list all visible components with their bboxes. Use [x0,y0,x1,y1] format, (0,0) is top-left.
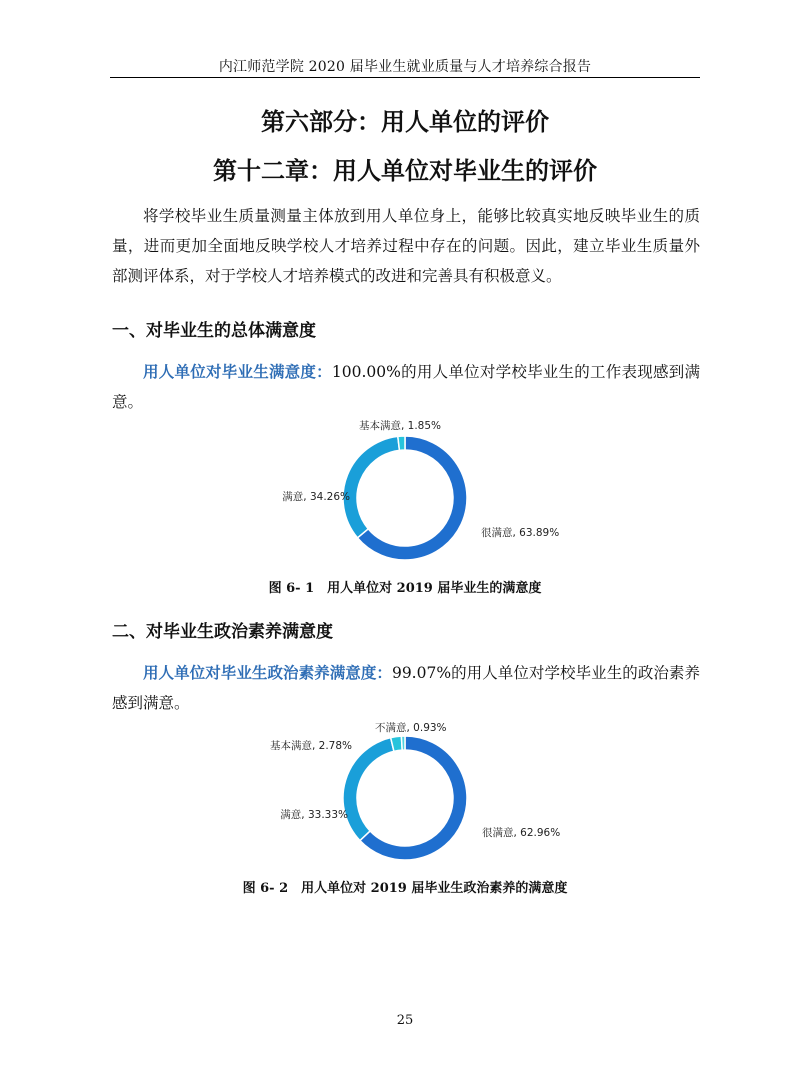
page-header: 内江师范学院 2020 届毕业生就业质量与人才培养综合报告 [218,59,592,75]
section-1-lead: 用人单位对毕业生满意度： [143,363,332,381]
chart-2-label-很满意: 很满意, 62.96% [482,827,561,839]
chart-1-slice-基本满意 [398,436,405,450]
intro-paragraph: 将学校毕业生质量测量主体放到用人单位身上，能够比较真实地反映毕业生的质量，进而更加全面地反映学校人才培养过程中存在的问题。因此，建立毕业生质量外部测评体系，对于学校人才培养模式的改进和完善具有积极意义。 [112,207,700,285]
page-number: 25 [396,1013,414,1028]
section-1-heading: 一、对毕业生的总体满意度 [112,321,316,341]
chapter-title: 第十二章：用人单位对毕业生的评价 [213,157,597,185]
chart-2-label-基本满意: 基本满意, 2.78% [269,740,352,752]
section-2-text: 99.07%的用人单位对学校毕业生的政治素养感到满意。 [112,664,700,712]
chart-2-slice-满意 [343,738,394,841]
section-1-text: 100.00%的用人单位对学校毕业生的工作表现感到满意。 [112,363,700,411]
header-rule [110,77,700,78]
chart-1-label-基本满意: 基本满意, 1.85% [358,420,442,432]
section-1-paragraph [112,357,700,417]
donut-chart-2 [240,718,570,872]
part-title: 第六部分：用人单位的评价 [261,108,549,136]
figure-caption-2: 图 6- 2 用人单位对 2019 届毕业生政治素养的满意度 [242,881,568,896]
chart-1-label-很满意: 很满意, 63.89% [481,527,560,539]
chart-1-label-满意: 满意, 34.26% [282,491,350,503]
chart-2-slice-不满意 [401,736,405,750]
figure-caption-1: 图 6- 1 用人单位对 2019 届毕业生的满意度 [268,581,542,596]
section-2-lead: 用人单位对毕业生政治素养满意度： [143,664,392,682]
chart-1-slice-满意 [343,436,399,537]
chart-2-label-不满意: 不满意, 0.93% [375,722,447,734]
section-2-heading: 二、对毕业生政治素养满意度 [112,622,333,642]
section-2-paragraph [112,658,700,718]
donut-chart-1 [240,418,570,572]
chart-2-label-满意: 满意, 33.33% [280,809,348,821]
